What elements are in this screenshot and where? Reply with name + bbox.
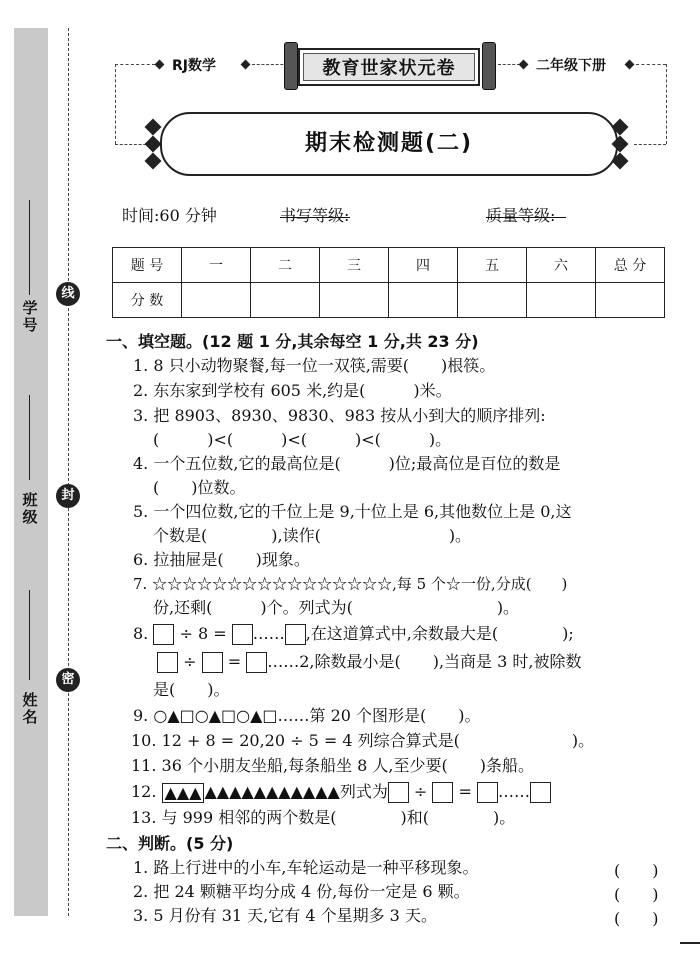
question-8 [133,624,574,645]
score-table [112,247,665,318]
score-cell[interactable] [320,283,389,318]
answer-box[interactable] [432,782,453,803]
answer-box[interactable] [388,782,409,803]
question-8-text2: ……2,除数最小是( ),当商是 3 时,被除数 [267,652,582,671]
question-12-number: 12. [131,782,157,801]
diamond-icon [145,119,162,136]
section1-title: 一、填空题。(12 题 1 分,其余每空 1 分,共 23 分) [106,332,479,351]
judge-question-1: 1. 路上行进中的小车,车轮运动是一种平移现象。 [133,858,479,877]
diamond-icon [145,136,162,153]
scroll-roll-right-icon [482,42,496,90]
name-line [29,590,30,680]
table-header-cell: 一 [182,248,251,283]
question-3: 3. 把 8903、8930、9830、983 按从小到大的顺序排列: [133,406,546,425]
header-dash [498,64,520,65]
answer-box[interactable] [530,782,551,803]
student-id-line [29,200,30,295]
answer-box[interactable] [157,652,178,673]
diamond-icon [145,153,162,170]
question-4-cont: ( )位数。 [153,478,246,497]
table-row [113,283,665,318]
name-label: 姓名 [22,691,38,726]
section2-title: 二、判断。(5 分) [106,834,234,853]
quality-grade-field[interactable] [486,203,566,218]
division-sign: ÷ [413,782,428,801]
division-sign: ÷ [183,652,197,671]
judge-question-3: 3. 5 月份有 31 天,它有 4 个星期多 3 天。 [133,906,437,925]
answer-box[interactable] [202,652,223,673]
question-5: 5. 一个四位数,它的千位上是 9,十位上是 6,其他数位上是 0,这 [133,502,572,521]
remainder-dots: …… [252,624,285,643]
student-id-label: 学号 [22,299,38,334]
diamond-icon [241,60,251,70]
score-cell[interactable] [527,283,596,318]
triangle-row: ▲▲▲▲▲▲▲▲▲▲▲列式为 [204,782,388,801]
quality-grade-label: 质量等级: [486,206,556,225]
brand-title: 教育世家状元卷 [322,58,456,79]
judge-answer-3[interactable]: ( ) [614,909,659,928]
header-dash [252,64,288,65]
score-cell[interactable] [596,283,665,318]
question-5-cont: 个数是( ),读作( )。 [153,526,472,545]
remainder-dots: …… [498,782,531,801]
question-2: 2. 东东家到学校有 605 米,约是( )米。 [133,381,452,400]
question-7: 7. ☆☆☆☆☆☆☆☆☆☆☆☆☆☆☆☆,每 5 个☆一份,分成( ) [133,575,568,593]
answer-box[interactable] [477,782,498,803]
header-dash-right-h2 [634,144,666,145]
writing-grade-label: 书写等级: [280,206,350,225]
answer-box[interactable] [232,624,253,645]
score-cell[interactable] [251,283,320,318]
question-8-text: ,在这道算式中,余数最大是( ); [305,624,574,643]
class-line [29,395,30,480]
question-8-line3: 是( )。 [153,680,230,699]
circled-triangles: ▲▲▲ [162,783,205,803]
table-header-cell: 题 号 [113,248,182,283]
question-3-answer: ( )<( )<( )<( )。 [153,430,452,449]
equals-sign: = [227,652,242,671]
time-limit: 时间:60 分钟 [122,206,217,225]
class-label: 班级 [22,491,38,526]
writing-grade-field[interactable] [280,203,350,218]
question-8-line2 [157,652,581,673]
score-cell[interactable] [389,283,458,318]
table-header-cell: 六 [527,248,596,283]
page-corner-rule [680,942,700,944]
question-8-division: ÷ 8 = [179,624,227,643]
diamond-icon [155,60,165,70]
cut-line [68,28,69,916]
table-header-cell: 二 [251,248,320,283]
judge-answer-1[interactable]: ( ) [614,861,659,880]
answer-box[interactable] [285,624,306,645]
question-13: 13. 与 999 相邻的两个数是( )和( )。 [131,808,516,827]
exam-title: 期末检测题(二) [304,131,474,156]
subject-tag: RJ数学 [172,58,216,74]
seal-secret-mark: 密 [56,668,80,692]
answer-box[interactable] [246,652,267,673]
question-11: 11. 36 个小朋友坐船,每条船坐 8 人,至少要( )条船。 [131,756,534,775]
score-cell[interactable] [458,283,527,318]
header-dash-left-v [115,64,116,144]
table-row-label: 分 数 [113,283,182,318]
question-8-number: 8. [133,624,149,643]
table-row [113,248,665,283]
question-7-cont: 份,还剩( )个。列式为( )。 [153,598,520,617]
seal-seal-mark: 封 [56,484,80,508]
table-header-cell: 四 [389,248,458,283]
header-dash-right-v [666,64,667,144]
seal-line-mark: 线 [56,282,80,306]
table-header-cell: 三 [320,248,389,283]
question-4: 4. 一个五位数,它的最高位是( )位;最高位是百位的数是 [133,454,561,473]
header-dash-left [115,64,155,65]
judge-question-2: 2. 把 24 颗糖平均分成 4 份,每份一定是 6 颗。 [133,882,470,901]
question-6: 6. 拉抽屉是( )现象。 [133,550,310,569]
table-header-cell: 五 [458,248,527,283]
score-cell[interactable] [182,283,251,318]
scroll-roll-left-icon [284,42,298,90]
table-header-cell: 总 分 [596,248,665,283]
question-1: 1. 8 只小动物聚餐,每一位一双筷,需要( )根筷。 [133,356,496,375]
judge-answer-2[interactable]: ( ) [614,885,659,904]
answer-box[interactable] [153,624,174,645]
equals-sign: = [458,782,472,801]
diamond-icon [519,60,529,70]
binding-margin [14,28,48,916]
diamond-icon [625,60,635,70]
question-9: 9. ○▲□○▲□○▲□……第 20 个图形是( )。 [133,706,481,725]
question-10: 10. 12 + 8 = 20,20 ÷ 5 = 4 列综合算式是( )。 [131,731,595,750]
header-dash-right [636,64,666,65]
grade-tag: 二年级下册 [536,58,606,74]
question-12 [131,782,551,803]
